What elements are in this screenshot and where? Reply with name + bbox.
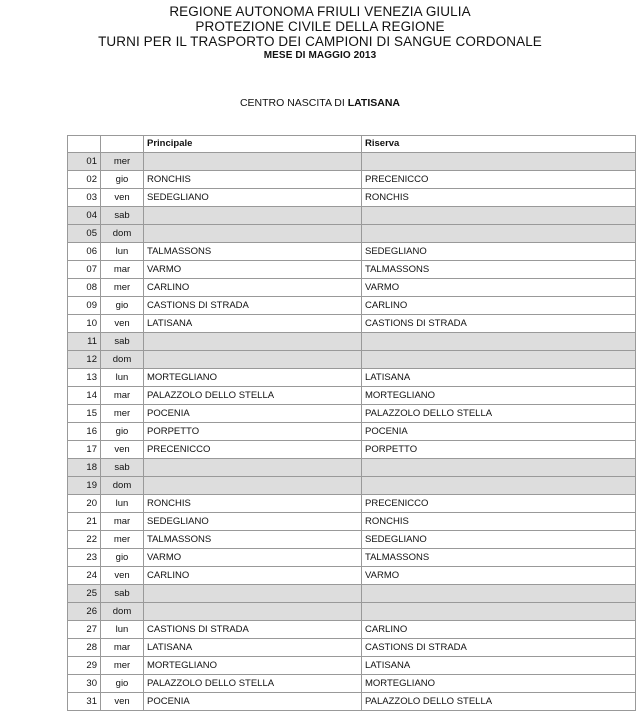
riserva-cell: PALAZZOLO DELLO STELLA [362,405,636,423]
principale-cell: LATISANA [144,639,362,657]
riserva-cell: CASTIONS DI STRADA [362,315,636,333]
table-row [68,549,636,567]
principale-cell: CARLINO [144,567,362,585]
table-row [68,675,636,693]
riserva-cell: TALMASSONS [362,261,636,279]
table-row [68,513,636,531]
day-number-cell: 16 [68,423,101,441]
riserva-cell [362,459,636,477]
principale-cell: PRECENICCO [144,441,362,459]
riserva-cell: VARMO [362,567,636,585]
table-row [68,189,636,207]
weekday-cell: gio [101,171,144,189]
table-row [68,459,636,477]
day-number-cell: 12 [68,351,101,369]
centro-nascita [0,97,640,109]
day-number-cell: 04 [68,207,101,225]
weekday-cell: mer [101,153,144,171]
centro-name: LATISANA [347,97,401,109]
month-prefix: MESE DI [263,50,306,61]
riserva-cell: CASTIONS DI STRADA [362,639,636,657]
table-row [68,639,636,657]
table-row [68,603,636,621]
day-number-cell: 29 [68,657,101,675]
day-number-cell: 24 [68,567,101,585]
weekday-cell: lun [101,369,144,387]
day-number-cell: 23 [68,549,101,567]
riserva-cell [362,351,636,369]
weekday-cell: mer [101,405,144,423]
weekday-cell: mar [101,387,144,405]
weekday-cell: ven [101,693,144,711]
principale-cell: PORPETTO [144,423,362,441]
weekday-cell: sab [101,207,144,225]
table-row [68,315,636,333]
day-number-cell: 19 [68,477,101,495]
weekday-cell: gio [101,423,144,441]
principale-cell: RONCHIS [144,171,362,189]
riserva-cell [362,585,636,603]
principale-cell [144,351,362,369]
principale-cell: TALMASSONS [144,531,362,549]
weekday-cell: mar [101,261,144,279]
riserva-cell: PRECENICCO [362,171,636,189]
document-header [0,4,640,63]
principale-cell: CASTIONS DI STRADA [144,297,362,315]
day-number-cell: 17 [68,441,101,459]
table-row [68,621,636,639]
table-row [68,693,636,711]
riserva-cell [362,153,636,171]
riserva-cell: LATISANA [362,369,636,387]
weekday-cell: dom [101,603,144,621]
day-number-cell: 21 [68,513,101,531]
riserva-cell: PORPETTO [362,441,636,459]
schedule-rows [68,153,636,711]
table-row [68,405,636,423]
riserva-cell [362,333,636,351]
weekday-cell: mar [101,639,144,657]
day-number-cell: 15 [68,405,101,423]
table-row [68,495,636,513]
day-number-cell: 08 [68,279,101,297]
table-row [68,369,636,387]
table-row [68,585,636,603]
riserva-cell: SEDEGLIANO [362,531,636,549]
day-number-cell: 10 [68,315,101,333]
header-weekday [101,136,144,153]
table-row [68,243,636,261]
weekday-cell: ven [101,189,144,207]
header-riserva: Riserva [362,136,636,153]
weekday-cell: mer [101,657,144,675]
day-number-cell: 02 [68,171,101,189]
header-day-number [68,136,101,153]
principale-cell [144,477,362,495]
day-number-cell: 05 [68,225,101,243]
table-row [68,477,636,495]
table-row [68,333,636,351]
principale-cell: SEDEGLIANO [144,513,362,531]
weekday-cell: mar [101,513,144,531]
principale-cell [144,207,362,225]
riserva-cell [362,225,636,243]
day-number-cell: 06 [68,243,101,261]
principale-cell: VARMO [144,549,362,567]
principale-cell [144,603,362,621]
principale-cell: POCENIA [144,693,362,711]
principale-cell: PALAZZOLO DELLO STELLA [144,675,362,693]
day-number-cell: 11 [68,333,101,351]
weekday-cell: gio [101,549,144,567]
weekday-cell: sab [101,459,144,477]
day-number-cell: 31 [68,693,101,711]
weekday-cell: gio [101,675,144,693]
table-row [68,441,636,459]
day-number-cell: 27 [68,621,101,639]
principale-cell [144,333,362,351]
day-number-cell: 14 [68,387,101,405]
principale-cell [144,225,362,243]
table-row [68,261,636,279]
table-row [68,423,636,441]
riserva-cell: TALMASSONS [362,549,636,567]
riserva-cell: MORTEGLIANO [362,387,636,405]
table-row [68,279,636,297]
weekday-cell: mer [101,531,144,549]
principale-cell: SEDEGLIANO [144,189,362,207]
riserva-cell: PRECENICCO [362,495,636,513]
day-number-cell: 18 [68,459,101,477]
day-number-cell: 01 [68,153,101,171]
principale-cell: CASTIONS DI STRADA [144,621,362,639]
riserva-cell: RONCHIS [362,513,636,531]
table-row [68,153,636,171]
riserva-cell [362,603,636,621]
day-number-cell: 03 [68,189,101,207]
schedule-table [67,135,636,711]
day-number-cell: 07 [68,261,101,279]
principale-cell: MORTEGLIANO [144,657,362,675]
weekday-cell: ven [101,441,144,459]
day-number-cell: 26 [68,603,101,621]
riserva-cell: CARLINO [362,297,636,315]
weekday-cell: sab [101,585,144,603]
table-row [68,657,636,675]
principale-cell [144,153,362,171]
principale-cell [144,459,362,477]
day-number-cell: 09 [68,297,101,315]
weekday-cell: dom [101,225,144,243]
day-number-cell: 30 [68,675,101,693]
table-header-row [68,136,636,153]
month-value: MAGGIO 2013 [308,50,377,61]
header-month [0,49,640,63]
header-title: TURNI PER IL TRASPORTO DEI CAMPIONI DI SANGUE CORDONALE [98,34,542,49]
riserva-cell: POCENIA [362,423,636,441]
riserva-cell: PALAZZOLO DELLO STELLA [362,693,636,711]
principale-cell: CARLINO [144,279,362,297]
weekday-cell: mer [101,279,144,297]
principale-cell: POCENIA [144,405,362,423]
riserva-cell: VARMO [362,279,636,297]
principale-cell: TALMASSONS [144,243,362,261]
weekday-cell: dom [101,477,144,495]
principale-cell: PALAZZOLO DELLO STELLA [144,387,362,405]
weekday-cell: lun [101,495,144,513]
table-row [68,351,636,369]
header-region: REGIONE AUTONOMA FRIULI VENEZIA GIULIA [169,4,471,19]
table-row [68,225,636,243]
riserva-cell [362,477,636,495]
table-row [68,171,636,189]
day-number-cell: 20 [68,495,101,513]
weekday-cell: ven [101,315,144,333]
weekday-cell: sab [101,333,144,351]
principale-cell [144,585,362,603]
riserva-cell: MORTEGLIANO [362,675,636,693]
day-number-cell: 25 [68,585,101,603]
weekday-cell: dom [101,351,144,369]
table-row [68,567,636,585]
weekday-cell: gio [101,297,144,315]
riserva-cell [362,207,636,225]
principale-cell: LATISANA [144,315,362,333]
table-row [68,297,636,315]
weekday-cell: lun [101,621,144,639]
principale-cell: RONCHIS [144,495,362,513]
riserva-cell: CARLINO [362,621,636,639]
day-number-cell: 22 [68,531,101,549]
weekday-cell: lun [101,243,144,261]
day-number-cell: 13 [68,369,101,387]
riserva-cell: SEDEGLIANO [362,243,636,261]
principale-cell: MORTEGLIANO [144,369,362,387]
riserva-cell: LATISANA [362,657,636,675]
principale-cell: VARMO [144,261,362,279]
table-row [68,207,636,225]
weekday-cell: ven [101,567,144,585]
header-principale: Principale [144,136,362,153]
header-protezione: PROTEZIONE CIVILE DELLA REGIONE [195,19,445,34]
centro-prefix: CENTRO NASCITA DI [239,97,345,109]
day-number-cell: 28 [68,639,101,657]
riserva-cell: RONCHIS [362,189,636,207]
table-row [68,531,636,549]
table-row [68,387,636,405]
